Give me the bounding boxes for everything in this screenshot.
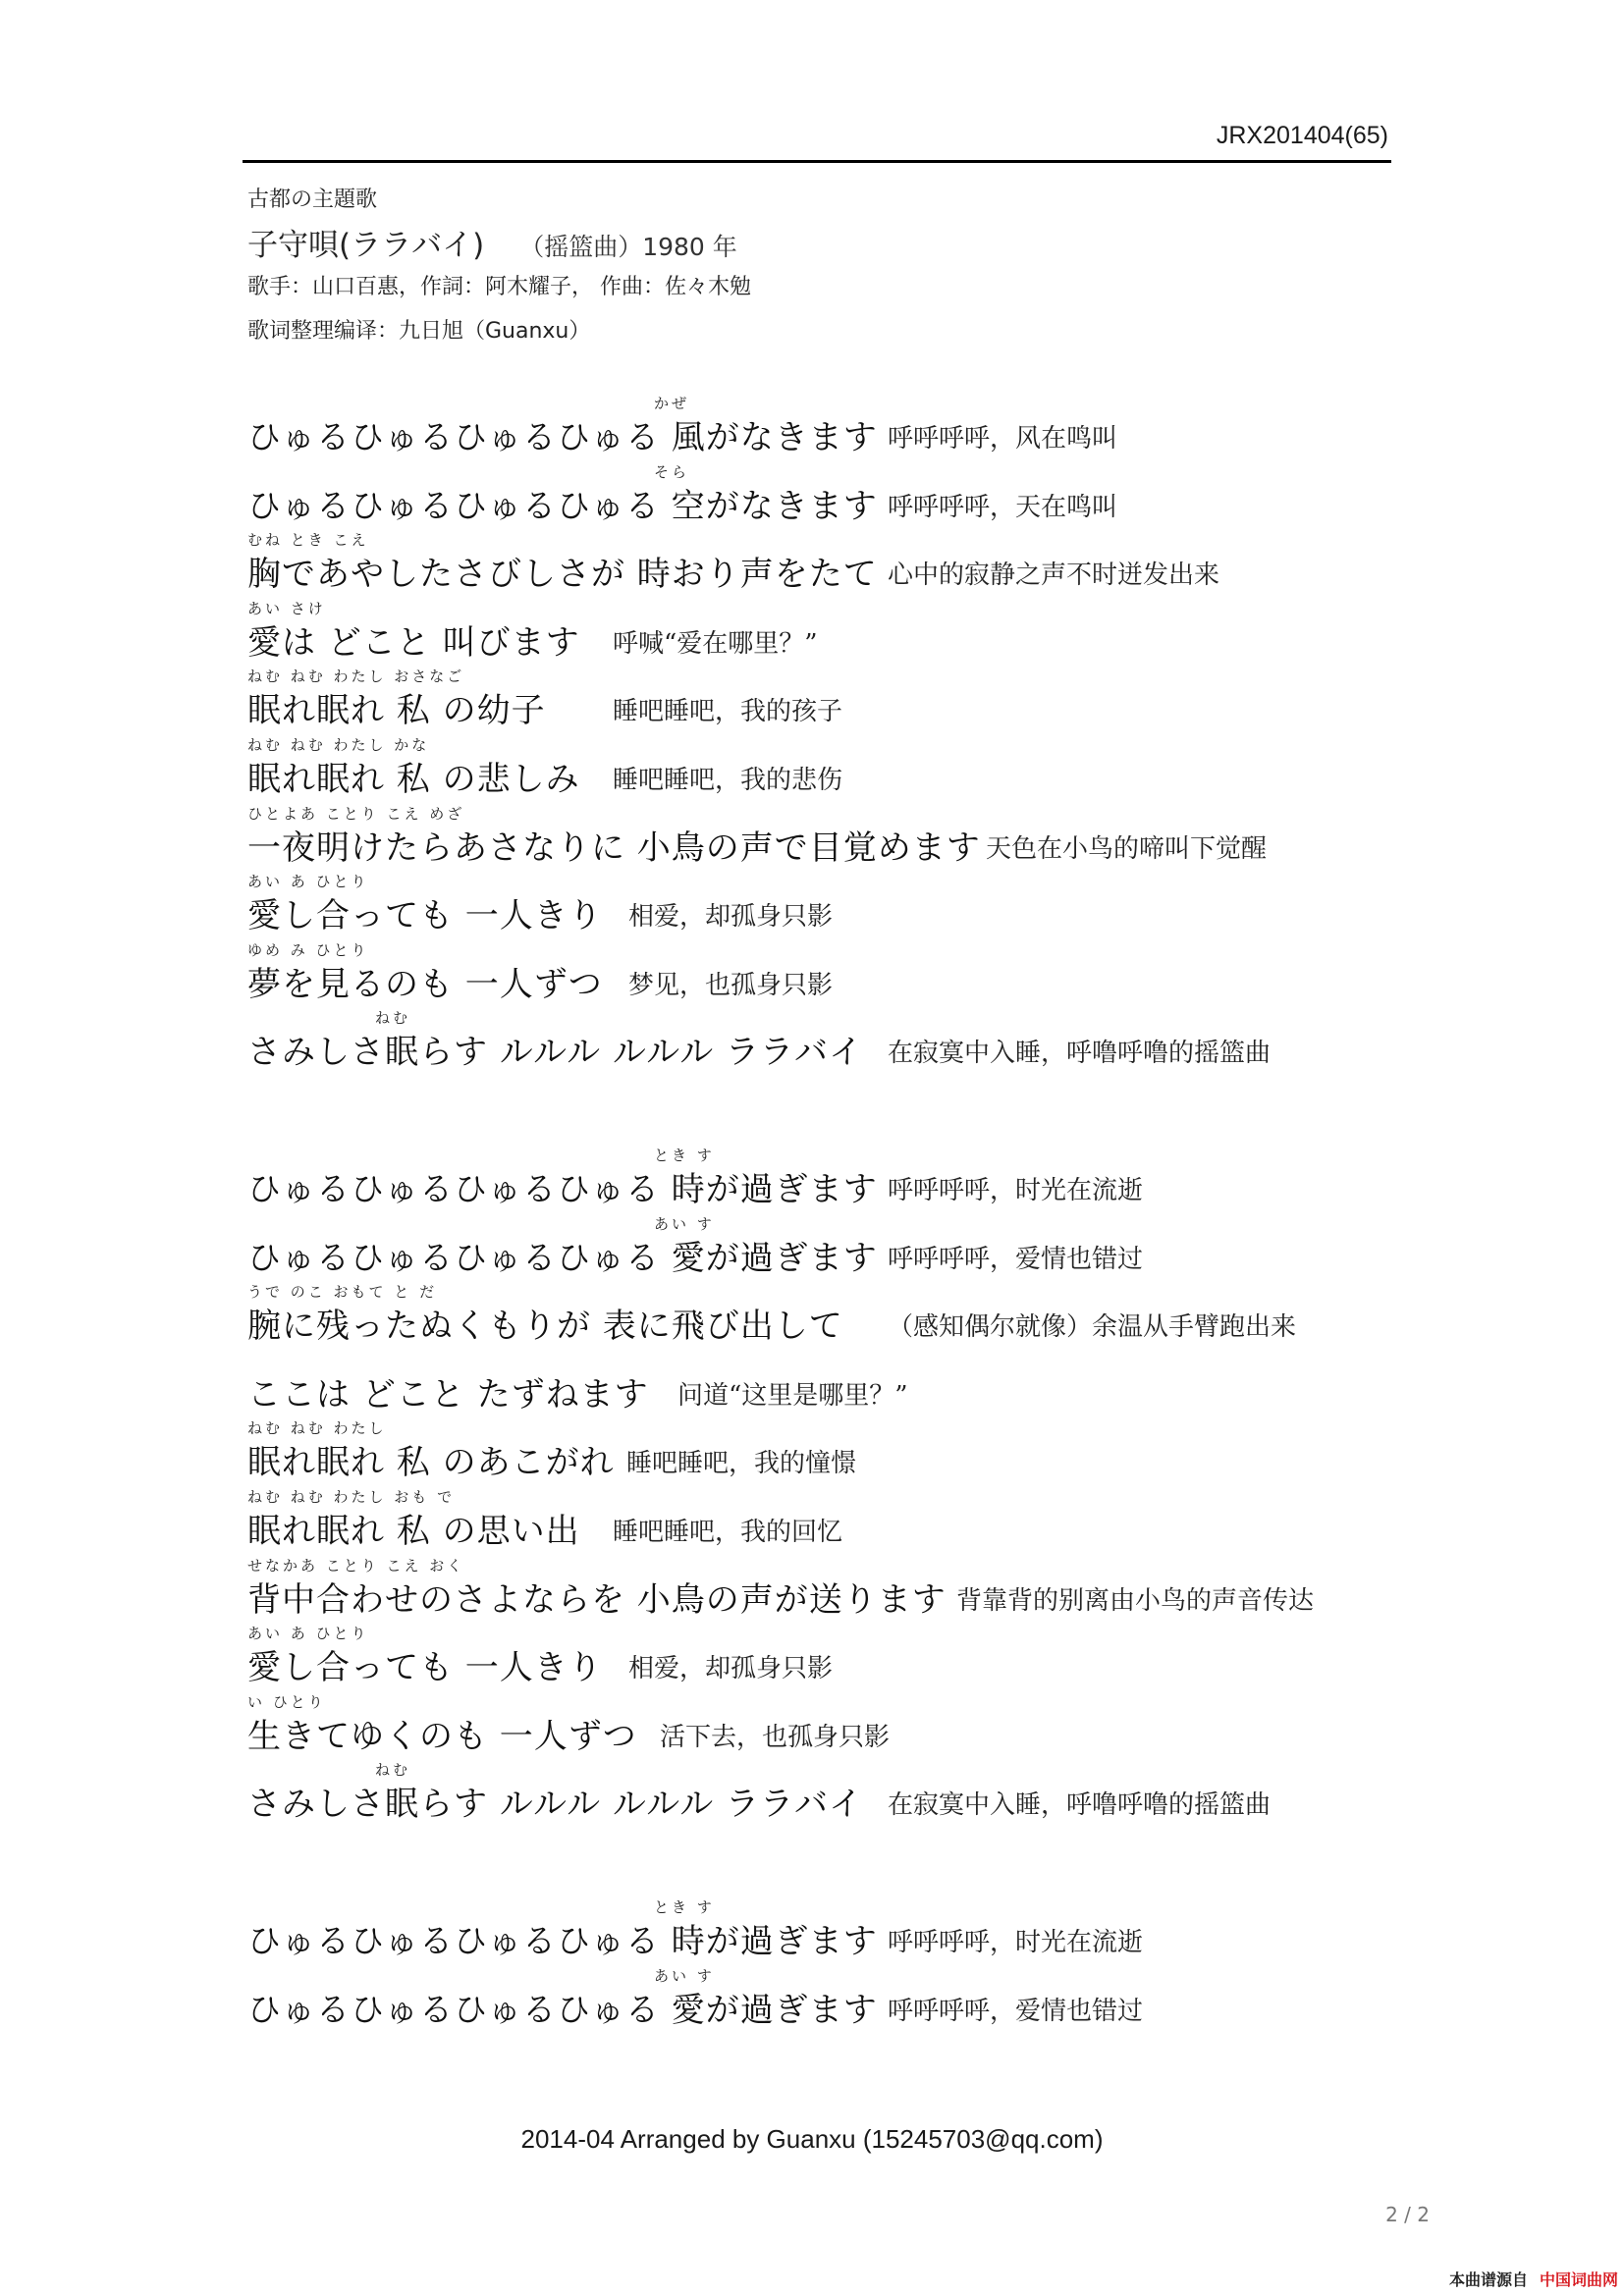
japanese-lyric: ひゅるひゅるひゅるひゅる 愛が過ぎます — [247, 1990, 878, 2030]
chinese-translation: 睡吧睡吧，我的孩子 — [613, 697, 843, 727]
furigana: あい さけ — [247, 599, 326, 617]
japanese-lyric: 眠れ眠れ 私 のあこがれ — [247, 1443, 615, 1483]
chinese-translation: （感知偶尔就像）余温从手臂跑出来 — [888, 1312, 1297, 1343]
chinese-translation: 呼呼呼呼，时光在流逝 — [888, 1176, 1144, 1205]
furigana: い ひとり — [247, 1692, 326, 1711]
japanese-lyric: 一夜明けたらあさなりに 小鳥の声で目覚めます — [247, 828, 981, 868]
japanese-lyric: 愛し合っても 一人きり — [247, 896, 603, 936]
chinese-translation: 天色在小鸟的啼叫下觉醒 — [986, 833, 1268, 864]
song-title: 子守唄(ララバイ) — [247, 228, 485, 263]
chinese-translation: 在寂寞中入睡，呼噜呼噜的摇篮曲 — [888, 1790, 1272, 1821]
furigana: ひとよあ ことり こえ めざ — [247, 804, 465, 823]
song-credits: 歌手：山口百惠，作詞：阿木耀子， 作曲：佐々木勉 — [247, 275, 751, 299]
japanese-lyric: ひゅるひゅるひゅるひゅる 空がなきます — [247, 486, 878, 526]
japanese-lyric: 夢を見るのも 一人ずつ — [247, 964, 603, 1004]
japanese-lyric: ひゅるひゅるひゅるひゅる 時が過ぎます — [247, 1170, 878, 1209]
chinese-translation: 睡吧睡吧，我的回忆 — [613, 1517, 843, 1547]
japanese-lyric: ひゅるひゅるひゅるひゅる 風がなきます — [247, 418, 878, 457]
japanese-lyric: 背中合わせのさよならを 小鳥の声が送ります — [247, 1579, 947, 1620]
japanese-lyric: さみしさ眠らす ルルル ルルル ララバイ — [247, 1785, 864, 1825]
source-site: 中国词曲网 — [1539, 2270, 1618, 2289]
chinese-translation: 呼呼呼呼，时光在流逝 — [888, 1928, 1144, 1957]
japanese-lyric: 愛は どこと 叫びます — [247, 622, 580, 663]
chinese-translation: 睡吧睡吧，我的憧憬 — [626, 1449, 857, 1479]
japanese-lyric: ここは どこと たずねます — [247, 1374, 649, 1415]
chinese-translation: 梦见，也孤身只影 — [628, 970, 834, 1000]
furigana: ねむ — [375, 1761, 411, 1780]
arranger-footer: 2014-04 Arranged by Guanxu (15245703@qq.com) — [520, 2124, 1104, 2154]
japanese-lyric: ひゅるひゅるひゅるひゅる 時が過ぎます — [247, 1922, 878, 1961]
chinese-translation: 呼呼呼呼，风在鸣叫 — [888, 424, 1118, 454]
furigana: とき す — [654, 1898, 715, 1916]
page-indicator: 2 / 2 — [1385, 2203, 1430, 2226]
furigana: ねむ — [375, 1009, 411, 1028]
document-code: JRX201404(65) — [1216, 122, 1388, 149]
furigana: ねむ ねむ わたし — [247, 1419, 387, 1438]
lyrics-editor: 歌词整理编译：九日旭（Guanxu） — [247, 319, 591, 344]
song-title-line — [247, 220, 737, 264]
furigana: あい あ ひとり — [247, 1625, 369, 1643]
japanese-lyric: 愛し合っても 一人きり — [247, 1648, 603, 1688]
chinese-translation: 睡吧睡吧，我的悲伤 — [613, 765, 843, 795]
source-credit — [1449, 2268, 1618, 2290]
chinese-translation: 活下去，也孤身只影 — [660, 1722, 891, 1752]
song-title-note: （摇篮曲）1980 年 — [519, 233, 737, 261]
furigana: ねむ ねむ わたし おも で — [247, 1487, 456, 1506]
japanese-lyric: 眠れ眠れ 私 の幼子 — [247, 691, 546, 731]
song-subtitle: 古都の主題歌 — [247, 187, 378, 212]
chinese-translation: 相爱，却孤身只影 — [628, 1654, 834, 1684]
furigana: うで のこ おもて と だ — [247, 1283, 438, 1302]
furigana: せなかあ ことり こえ おく — [247, 1556, 465, 1575]
japanese-lyric: 眠れ眠れ 私 の思い出 — [247, 1511, 580, 1551]
furigana: ねむ ねむ わたし かな — [247, 735, 430, 754]
furigana: ねむ ねむ わたし おさなご — [247, 667, 465, 686]
chinese-translation: 心中的寂静之声不时迸发出来 — [888, 561, 1220, 591]
japanese-lyric: 生きてゆくのも 一人ずつ — [247, 1716, 637, 1756]
chinese-translation: 呼呼呼呼，爱情也错过 — [888, 1244, 1144, 1274]
japanese-lyric: 眠れ眠れ 私 の悲しみ — [247, 759, 580, 799]
japanese-lyric: 胸であやしたさびしさが 時おり声をたて — [247, 555, 878, 595]
chinese-translation: 呼呼呼呼，天在鸣叫 — [888, 492, 1118, 522]
source-label: 本曲谱源自 — [1448, 2270, 1528, 2289]
furigana: とき す — [654, 1147, 715, 1164]
chinese-translation: 呼呼呼呼，爱情也错过 — [888, 1996, 1144, 2026]
japanese-lyric: さみしさ眠らす ルルル ルルル ララバイ — [247, 1033, 864, 1073]
chinese-translation: 背靠背的别离由小鸟的声音传达 — [956, 1585, 1315, 1616]
chinese-translation: 问道“这里是哪里？” — [677, 1380, 908, 1411]
furigana: かぜ — [654, 395, 690, 412]
furigana: あい あ ひとり — [247, 873, 369, 891]
furigana: むね とき こえ — [247, 531, 369, 550]
header-divider — [243, 160, 1391, 163]
furigana: あい す — [654, 1214, 715, 1233]
furigana: あい す — [654, 1966, 715, 1985]
chinese-translation: 呼喊“爱在哪里？” — [613, 628, 818, 659]
furigana: そら — [654, 462, 690, 481]
japanese-lyric: ひゅるひゅるひゅるひゅる 愛が過ぎます — [247, 1238, 878, 1278]
japanese-lyric: 腕に残ったぬくもりが 表に飛び出して — [247, 1307, 843, 1347]
chinese-translation: 相爱，却孤身只影 — [628, 902, 834, 933]
chinese-translation: 在寂寞中入睡，呼噜呼噜的摇篮曲 — [888, 1039, 1272, 1069]
furigana: ゆめ み ひとり — [247, 940, 369, 959]
